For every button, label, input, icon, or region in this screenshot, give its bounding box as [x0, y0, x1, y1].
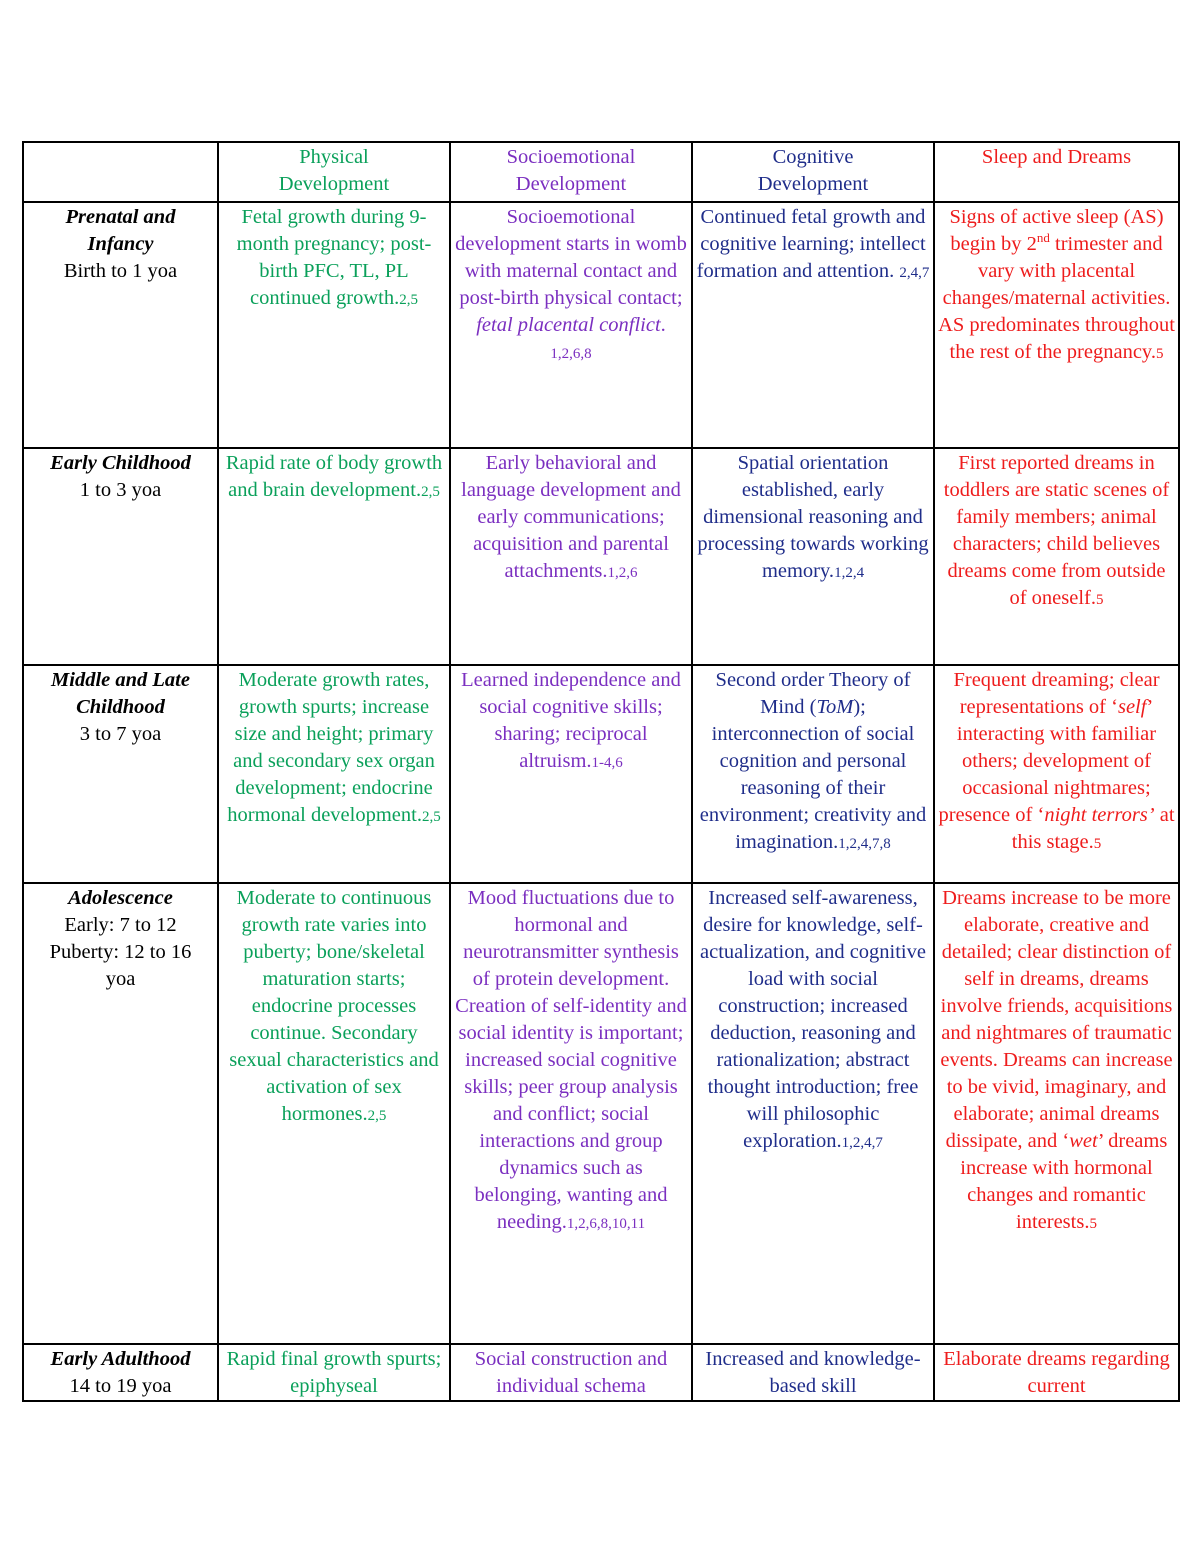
stage-name: Early Childhood	[50, 452, 191, 474]
cognitive-cell: Increased and knowledge-based skill	[692, 1344, 934, 1401]
stage-age: Puberty: 12 to 16 yoa	[49, 941, 192, 990]
citation: 5	[1096, 592, 1104, 608]
socio-cell: Learned independence and social cognitive skills; sharing; reciprocal altruism.1-4,6	[450, 665, 692, 883]
physical-cell: Fetal growth during 9-month pregnancy; post-birth PFC, TL, PL continued growth.2,5	[218, 202, 450, 448]
stage-cell	[23, 1344, 218, 1401]
citation: 1,2,4,7,8	[838, 836, 891, 852]
citation: 2,5	[421, 809, 441, 825]
socio-cell: Socioemotional development starts in womb with maternal contact and post-birth physical contact; fetal placental conflict. 1,2,6,8	[450, 202, 692, 448]
citation: 1-4,6	[591, 755, 623, 771]
table-row	[23, 202, 1179, 448]
table-row	[23, 448, 1179, 665]
sleep-cell: Signs of active sleep (AS) begin by 2nd trimester and vary with placental changes/maternal activities. AS predominates throughout the rest of the pregnancy.5	[934, 202, 1179, 448]
physical-cell: Moderate growth rates, growth spurts; increase size and height; primary and secondary sex organ development; endocrine hormonal development.2,5	[218, 665, 450, 883]
citation: 2,5	[421, 484, 440, 500]
stage-age: 3 to 7 yoa	[79, 723, 162, 745]
citation: 2,5	[367, 1108, 387, 1124]
stage-age: Birth to 1 yoa	[63, 260, 178, 282]
development-table	[22, 141, 1180, 1402]
citation: 1,2,6	[607, 565, 638, 581]
cognitive-cell: Continued fetal growth and cognitive learning; intellect formation and attention. 2,4,7	[692, 202, 934, 448]
stage-name: Early Adulthood	[50, 1348, 191, 1370]
physical-cell: Moderate to continuous growth rate varies into puberty; bone/skeletal maturation starts; endocrine processes continue. Secondary sexual characteristics and activation of sex hormones.2,5	[218, 883, 450, 1344]
sleep-cell: Dreams increase to be more elaborate, creative and detailed; clear distinction of self in dreams, dreams involve friends, acquisitions and nightmares of traumatic events. Dreams can increase to be vivid, imaginary, and elaborate; animal dreams dissipate, and ‘wet’ dreams increase with hormonal changes and romantic interests.5	[934, 883, 1179, 1344]
header-physical: Physical Development	[218, 142, 450, 202]
citation: 2,5	[399, 292, 418, 308]
stage-cell	[23, 202, 218, 448]
stage-name: Middle and Late Childhood	[51, 669, 190, 718]
header-cognitive: Cognitive Development	[692, 142, 934, 202]
table-row	[23, 883, 1179, 1344]
stage-cell	[23, 665, 218, 883]
stage-age: Early: 7 to 12	[64, 914, 177, 936]
citation: 1,2,4,7	[841, 1135, 883, 1151]
citation: 5	[1093, 836, 1102, 852]
header-socioemotional: Socioemotional Development	[450, 142, 692, 202]
socio-cell: Social construction and individual schema	[450, 1344, 692, 1401]
citation: 2,4,7	[899, 265, 930, 281]
table-row	[23, 665, 1179, 883]
table-row	[23, 1344, 1179, 1401]
citation: 5	[1155, 346, 1164, 362]
socio-cell: Early behavioral and language development and early communications; acquisition and parental attachments.1,2,6	[450, 448, 692, 665]
physical-cell: Rapid final growth spurts; epiphyseal	[218, 1344, 450, 1401]
physical-cell: Rapid rate of body growth and brain development.2,5	[218, 448, 450, 665]
header-row	[23, 142, 1179, 202]
cognitive-cell: Increased self-awareness, desire for knowledge, self-actualization, and cognitive load with social construction; increased deduction, reasoning and rationalization; abstract thought introduction; free will philosophic exploration.1,2,4,7	[692, 883, 934, 1344]
stage-name: Prenatal and Infancy	[65, 206, 176, 255]
citation: 1,2,6,8	[550, 346, 592, 362]
citation: 1,2,4	[834, 565, 865, 581]
header-blank-cell	[23, 142, 218, 202]
sleep-cell: Elaborate dreams regarding current	[934, 1344, 1179, 1401]
stage-age: 1 to 3 yoa	[79, 479, 162, 501]
citation: 1,2,6,8,10,11	[566, 1216, 646, 1232]
citation: 5	[1089, 1216, 1097, 1232]
sleep-cell: First reported dreams in toddlers are static scenes of family members; animal characters; child believes dreams come from outside of oneself.5	[934, 448, 1179, 665]
stage-cell	[23, 448, 218, 665]
stage-cell	[23, 883, 218, 1344]
stage-name: Adolescence	[68, 887, 173, 909]
socio-cell: Mood fluctuations due to hormonal and neurotransmitter synthesis of protein development. Creation of self-identity and social identity is important; increased social cognitive skills; peer group analysis and conflict; social interactions and group dynamics such as belonging, wanting and needing.1,2,6,8,10,11	[450, 883, 692, 1344]
header-sleep-dreams: Sleep and Dreams	[934, 142, 1179, 202]
sleep-cell: Frequent dreaming; clear representations of ‘self’ interacting with familiar others; development of occasional nightmares; presence of ‘night terrors’ at this stage.5	[934, 665, 1179, 883]
stage-age: 14 to 19 yoa	[69, 1375, 172, 1397]
cognitive-cell: Spatial orientation established, early dimensional reasoning and processing towards working memory.1,2,4	[692, 448, 934, 665]
cognitive-cell: Second order Theory of Mind (ToM); interconnection of social cognition and personal reasoning of their environment; creativity and imagination.1,2,4,7,8	[692, 665, 934, 883]
